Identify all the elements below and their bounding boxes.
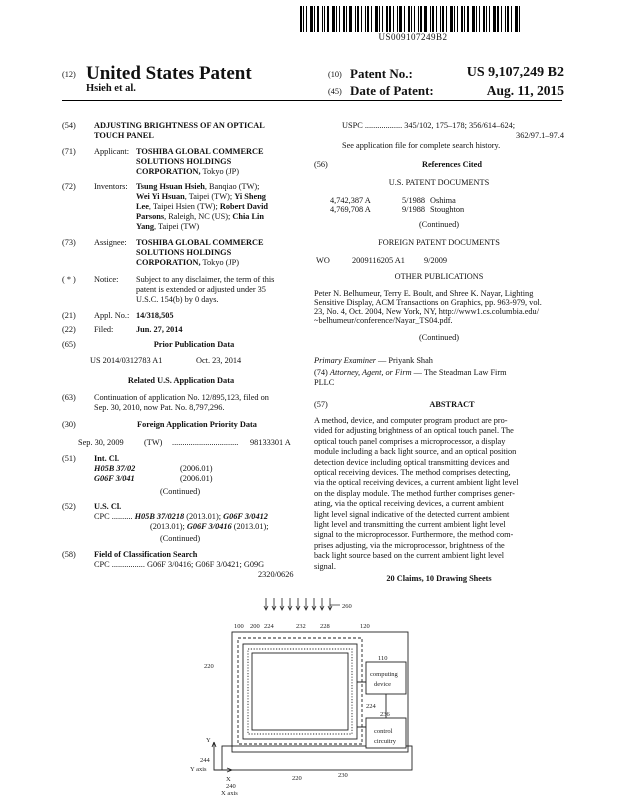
incident-light-arrows <box>264 598 332 610</box>
code-63: (63) <box>62 393 76 402</box>
barcode-bar <box>440 6 441 32</box>
barcode-bar <box>493 6 496 32</box>
fd-number: 2009116205 A1 <box>352 256 405 265</box>
abstract-line: ating, via the optical receiving devices, a current ambient <box>314 499 504 509</box>
barcode-bar <box>324 6 325 32</box>
fp-dots: ................................ <box>172 438 239 447</box>
prior-pub-date: Oct. 23, 2014 <box>196 356 242 365</box>
barcode-bar <box>389 6 391 32</box>
notice-line-2: patent is extended or adjusted under 35 <box>136 285 266 294</box>
appl-number: 14/318,505 <box>136 311 174 320</box>
code-54: (54) <box>62 121 76 130</box>
intcl-label: Int. Cl. <box>94 454 120 463</box>
foreign-priority-heading: Foreign Application Priority Data <box>137 420 257 429</box>
barcode-bar <box>365 6 366 32</box>
code-58: (58) <box>62 550 76 559</box>
code-71: (71) <box>62 147 76 156</box>
claims-summary: 20 Claims, 10 Drawing Sheets <box>386 574 492 583</box>
barcode-bar <box>357 6 359 32</box>
notice-line-3: U.S.C. 154(b) by 0 days. <box>136 295 219 304</box>
label-220: 220 <box>204 663 214 670</box>
barcode-bar <box>322 6 323 32</box>
code-30: (30) <box>62 420 76 429</box>
barcode-bar <box>332 6 335 32</box>
barcode-bar <box>382 6 383 32</box>
prior-pub-heading: Prior Publication Data <box>153 340 235 349</box>
barcode-bar <box>476 6 477 32</box>
inventor-line-4: Parsons, Raleigh, NC (US); Chia Lin <box>136 212 264 221</box>
inventor-line-1: Tsung Hsuan Hsieh, Banqiao (TW); <box>136 182 260 191</box>
other-pub-line-2: Sensitive Display, ACM Transactions on Graphics, pp. 963-979, vol. <box>314 298 542 307</box>
fp-country: (TW) <box>144 438 163 447</box>
barcode-bar <box>511 6 512 32</box>
barcode-bar <box>355 6 356 32</box>
barcode-bar <box>497 6 499 32</box>
barcode-bar <box>446 6 447 32</box>
x-axis-caption: X axis <box>221 790 238 796</box>
field-cpc-2: 2320/0626 <box>258 570 294 579</box>
label-100: 100 <box>234 623 244 630</box>
see-application: See application file for complete search history. <box>342 141 501 150</box>
light-arrow <box>280 598 284 610</box>
barcode-bar <box>361 6 362 32</box>
applicant-line-2: SOLUTIONS HOLDINGS <box>136 157 232 166</box>
continued-other-pub: (Continued) <box>418 333 460 342</box>
intcl-2-date: (2006.01) <box>180 474 213 483</box>
abstract-line: prises adjusting, via the microprocessor, brightness of the <box>314 540 505 550</box>
fd-country: WO <box>316 256 330 265</box>
code-57: (57) <box>314 400 328 409</box>
patent-number: US 9,107,249 B2 <box>466 65 564 80</box>
barcode-bar <box>336 6 337 32</box>
abstract-line: via the optical receiving devices, a current ambient light level <box>314 478 519 488</box>
barcode-bar <box>457 6 458 32</box>
code-45: (45) <box>328 87 342 96</box>
abstract-line: vided for adjusting brightness of an optical touch panel. The <box>314 426 514 436</box>
light-arrow <box>328 598 332 610</box>
other-pub-line-4: ~belhumeur/conference/Nayar_TS04.pdf. <box>314 316 453 325</box>
barcode-bar <box>411 6 412 32</box>
barcode-bar <box>430 6 431 32</box>
abstract-line: light level signal indicative of the detected current ambient <box>314 509 510 519</box>
related-line-2: Sep. 30, 2010, now Pat. No. 8,797,296. <box>94 403 225 412</box>
uspc-line-2: 362/97.1–97.4 <box>516 131 564 140</box>
barcode-bar <box>399 6 402 32</box>
barcode-bar <box>467 6 469 32</box>
us-doc-no: 4,769,708 A <box>330 205 371 214</box>
label-220b: 220 <box>292 775 302 782</box>
abstract-line: signal. <box>314 561 336 571</box>
continued-intcl: (Continued) <box>160 487 201 496</box>
barcode-bar <box>420 6 422 32</box>
fd-date: 9/2009 <box>424 256 448 265</box>
header-rule <box>62 100 562 101</box>
code-73: (73) <box>62 238 76 247</box>
computing-device-box <box>366 662 406 694</box>
label-236: 236 <box>380 711 390 718</box>
assignee-line-2: SOLUTIONS HOLDINGS <box>136 248 232 257</box>
y-axis-caption: Y axis <box>190 766 207 773</box>
uscl-label: U.S. Cl. <box>94 502 122 511</box>
assignee-label: Assignee: <box>94 238 127 247</box>
label-224a: 224 <box>264 623 274 630</box>
uspc-line-1: USPC .................. 345/102, 175–178; 356/614–624; <box>342 121 516 130</box>
code-notice: ( * ) <box>62 275 76 284</box>
barcode-bar <box>314 6 315 32</box>
barcode-bar <box>424 6 427 32</box>
barcode-bar <box>479 6 480 32</box>
label-230: 230 <box>338 772 348 779</box>
continued-uscl: (Continued) <box>160 534 201 543</box>
computing-device-label-2: device <box>374 681 391 688</box>
cpc-line-1: CPC .......... H05B 37/0218 (2013.01); G06F 3/0412 <box>94 512 268 521</box>
axis-y-letter: Y <box>206 737 211 744</box>
field-cpc: CPC ................ G06F 3/0416; G06F 3/0421; G09G <box>94 560 265 569</box>
barcode-bar <box>371 6 372 32</box>
barcode-bar <box>349 6 352 32</box>
applicant-line-1: TOSHIBA GLOBAL COMMERCE <box>136 147 264 156</box>
barcode-bar <box>379 6 380 32</box>
label-240: 240 <box>226 783 236 790</box>
prior-pub-number: US 2014/0312783 A1 <box>90 356 163 365</box>
barcode-bar <box>339 6 340 32</box>
barcode-bar <box>310 6 313 32</box>
light-arrow <box>304 598 308 610</box>
intcl-1-date: (2006.01) <box>180 464 213 473</box>
light-arrow <box>320 598 324 610</box>
label-110: 110 <box>378 655 388 662</box>
inventor-line-3: Lee, Taipei Hsien (TW); Robert David <box>136 202 268 211</box>
barcode-bar <box>317 6 319 32</box>
barcode-bar <box>327 6 329 32</box>
patent-no-label: Patent No.: <box>350 66 413 81</box>
base-plate <box>222 746 412 770</box>
control-circuitry-label-1: control <box>374 728 393 735</box>
code-72: (72) <box>62 182 76 191</box>
abstract-line: module including a back light source, and an optical position <box>314 447 517 457</box>
label-244: 244 <box>200 757 210 764</box>
light-arrow <box>296 598 300 610</box>
us-doc-date: 5/1988 <box>402 196 426 205</box>
attorney-line-1: (74) Attorney, Agent, or Firm — The Steadman Law Firm <box>314 368 507 377</box>
barcode-bar <box>375 6 378 32</box>
barcode-bar <box>300 6 302 32</box>
barcode-bar <box>303 6 304 32</box>
related-line-1: Continuation of application No. 12/895,123, filed on <box>94 393 269 402</box>
barcode-bar <box>501 6 502 32</box>
intcl-1: H05B 37/02 <box>94 464 136 473</box>
applicant-label: Applicant: <box>94 147 130 156</box>
barcode-bar <box>367 6 369 32</box>
label-224b: 224 <box>366 703 376 710</box>
filed-date: Jun. 27, 2014 <box>136 325 183 334</box>
other-pub-line-3: 23, No. 4, Oct. 2004, New York, NY, http://www1.cs.columbia.edu/ <box>314 307 540 316</box>
code-65: (65) <box>62 340 76 349</box>
us-doc-name: Stoughton <box>430 205 465 214</box>
abstract-line: A method, device, and computer program product are pro- <box>314 416 508 425</box>
abstract-line: optical receiving devices. The method comprises detecting, <box>314 468 511 477</box>
barcode-bar <box>408 6 410 32</box>
axis-x-letter: X <box>226 776 231 783</box>
barcode-bar <box>519 6 520 32</box>
date-label: Date of Patent: <box>350 83 434 98</box>
code-56: (56) <box>314 160 328 169</box>
barcode-bar <box>450 6 453 32</box>
references-heading: References Cited <box>422 160 482 169</box>
display-inner <box>252 653 348 730</box>
filed-label: Filed: <box>94 325 114 334</box>
abstract-line: signal to the microprocessor. Furthermore, the method com- <box>314 530 514 540</box>
assignee-line-1: TOSHIBA GLOBAL COMMERCE <box>136 238 264 247</box>
barcode-bar <box>306 6 307 32</box>
computing-device-label-1: computing <box>370 671 398 678</box>
label-232: 232 <box>296 623 306 630</box>
patent-date: Aug. 11, 2015 <box>486 83 564 98</box>
barcode <box>300 6 526 32</box>
barcode-bar <box>461 6 463 32</box>
light-arrow <box>288 598 292 610</box>
barcode-bar <box>507 6 509 32</box>
barcode-bar <box>386 6 388 32</box>
barcode-bar <box>515 6 518 32</box>
label-260: 260 <box>342 603 352 610</box>
attorney-line-2: PLLC <box>314 378 335 387</box>
inventor-short: Hsieh et al. <box>86 83 136 94</box>
control-circuitry-label-2: circuitry <box>374 738 397 745</box>
document-title: United States Patent <box>86 63 252 84</box>
code-51: (51) <box>62 454 76 463</box>
light-arrow <box>272 598 276 610</box>
barcode-bar <box>489 6 490 32</box>
barcode-bar <box>454 6 455 32</box>
title-line-2: TOUCH PANEL <box>94 131 154 140</box>
barcode-bar <box>436 6 437 32</box>
inventor-line-5: Yang, Taipei (TW) <box>136 222 200 231</box>
optical-frame <box>243 644 357 739</box>
abstract-heading: ABSTRACT <box>429 400 475 409</box>
code-52: (52) <box>62 502 76 511</box>
continued-refs: (Continued) <box>418 220 460 229</box>
barcode-bar <box>393 6 394 32</box>
related-heading: Related U.S. Application Data <box>127 376 235 385</box>
fp-number: 98133301 A <box>250 438 291 447</box>
assignee-line-3: CORPORATION, Tokyo (JP) <box>136 258 240 267</box>
light-guide-dashed <box>238 638 362 744</box>
code-10: (10) <box>328 70 342 79</box>
barcode-bar <box>346 6 347 32</box>
label-120: 120 <box>360 623 370 630</box>
barcode-bar <box>483 6 485 32</box>
us-doc-name: Oshima <box>430 196 456 205</box>
barcode-number: US009107249B2 <box>378 32 448 42</box>
barcode-bar <box>464 6 465 32</box>
light-arrow <box>264 598 268 610</box>
barcode-bar <box>404 6 405 32</box>
barcode-bar <box>486 6 487 32</box>
notice-line-1: Subject to any disclaimer, the term of this <box>136 275 275 284</box>
other-pub-line-1: Peter N. Belhumeur, Terry E. Boult, and Shree K. Nayar, Lighting <box>314 289 534 298</box>
cpc-line-2: (2013.01); G06F 3/0416 (2013.01); <box>150 522 269 531</box>
patent-figure <box>0 592 624 796</box>
barcode-bar <box>432 6 434 32</box>
label-228: 228 <box>320 623 330 630</box>
code-22: (22) <box>62 325 76 334</box>
other-pub-heading: OTHER PUBLICATIONS <box>394 272 484 281</box>
light-arrow <box>312 598 316 610</box>
abstract-line: light level and transmitting the current ambient light level <box>314 520 506 529</box>
barcode-bar <box>414 6 415 32</box>
appl-label: Appl. No.: <box>94 311 130 320</box>
barcode-bar <box>505 6 506 32</box>
field-label: Field of Classification Search <box>94 550 198 559</box>
barcode-bar <box>472 6 475 32</box>
primary-examiner: Primary Examiner — Priyank Shah <box>314 356 433 365</box>
abstract-line: on the display module. The method further comprises gener- <box>314 488 515 498</box>
inventors-label: Inventors: <box>94 182 128 191</box>
barcode-bar <box>397 6 398 32</box>
abstract-line: detection device including optical transmitting devices and <box>314 457 510 467</box>
title-line-1: ADJUSTING BRIGHTNESS OF AN OPTICAL <box>94 121 265 130</box>
applicant-line-3: CORPORATION, Tokyo (JP) <box>136 167 240 176</box>
notice-label: Notice: <box>94 275 119 284</box>
code-21: (21) <box>62 311 76 320</box>
fp-date: Sep. 30, 2009 <box>78 438 124 447</box>
intcl-2: G06F 3/041 <box>94 474 135 483</box>
code-12: (12) <box>62 70 76 79</box>
us-doc-no: 4,742,387 A <box>330 196 371 205</box>
foreign-docs-heading: FOREIGN PATENT DOCUMENTS <box>378 238 500 247</box>
inventor-line-2: Wei Yi Hsuan, Taipei (TW); Yi Sheng <box>136 192 266 201</box>
barcode-bar <box>442 6 444 32</box>
display-area <box>248 649 352 734</box>
abstract-line: optical touch panel comprises a microprocessor, a display <box>314 436 506 446</box>
barcode-bar <box>418 6 419 32</box>
abstract-line: back light source based on the current ambient light level <box>314 551 505 561</box>
label-200: 200 <box>250 623 260 630</box>
us-docs-heading: U.S. PATENT DOCUMENTS <box>388 178 490 187</box>
barcode-bar <box>343 6 345 32</box>
us-doc-date: 9/1988 <box>402 205 426 214</box>
